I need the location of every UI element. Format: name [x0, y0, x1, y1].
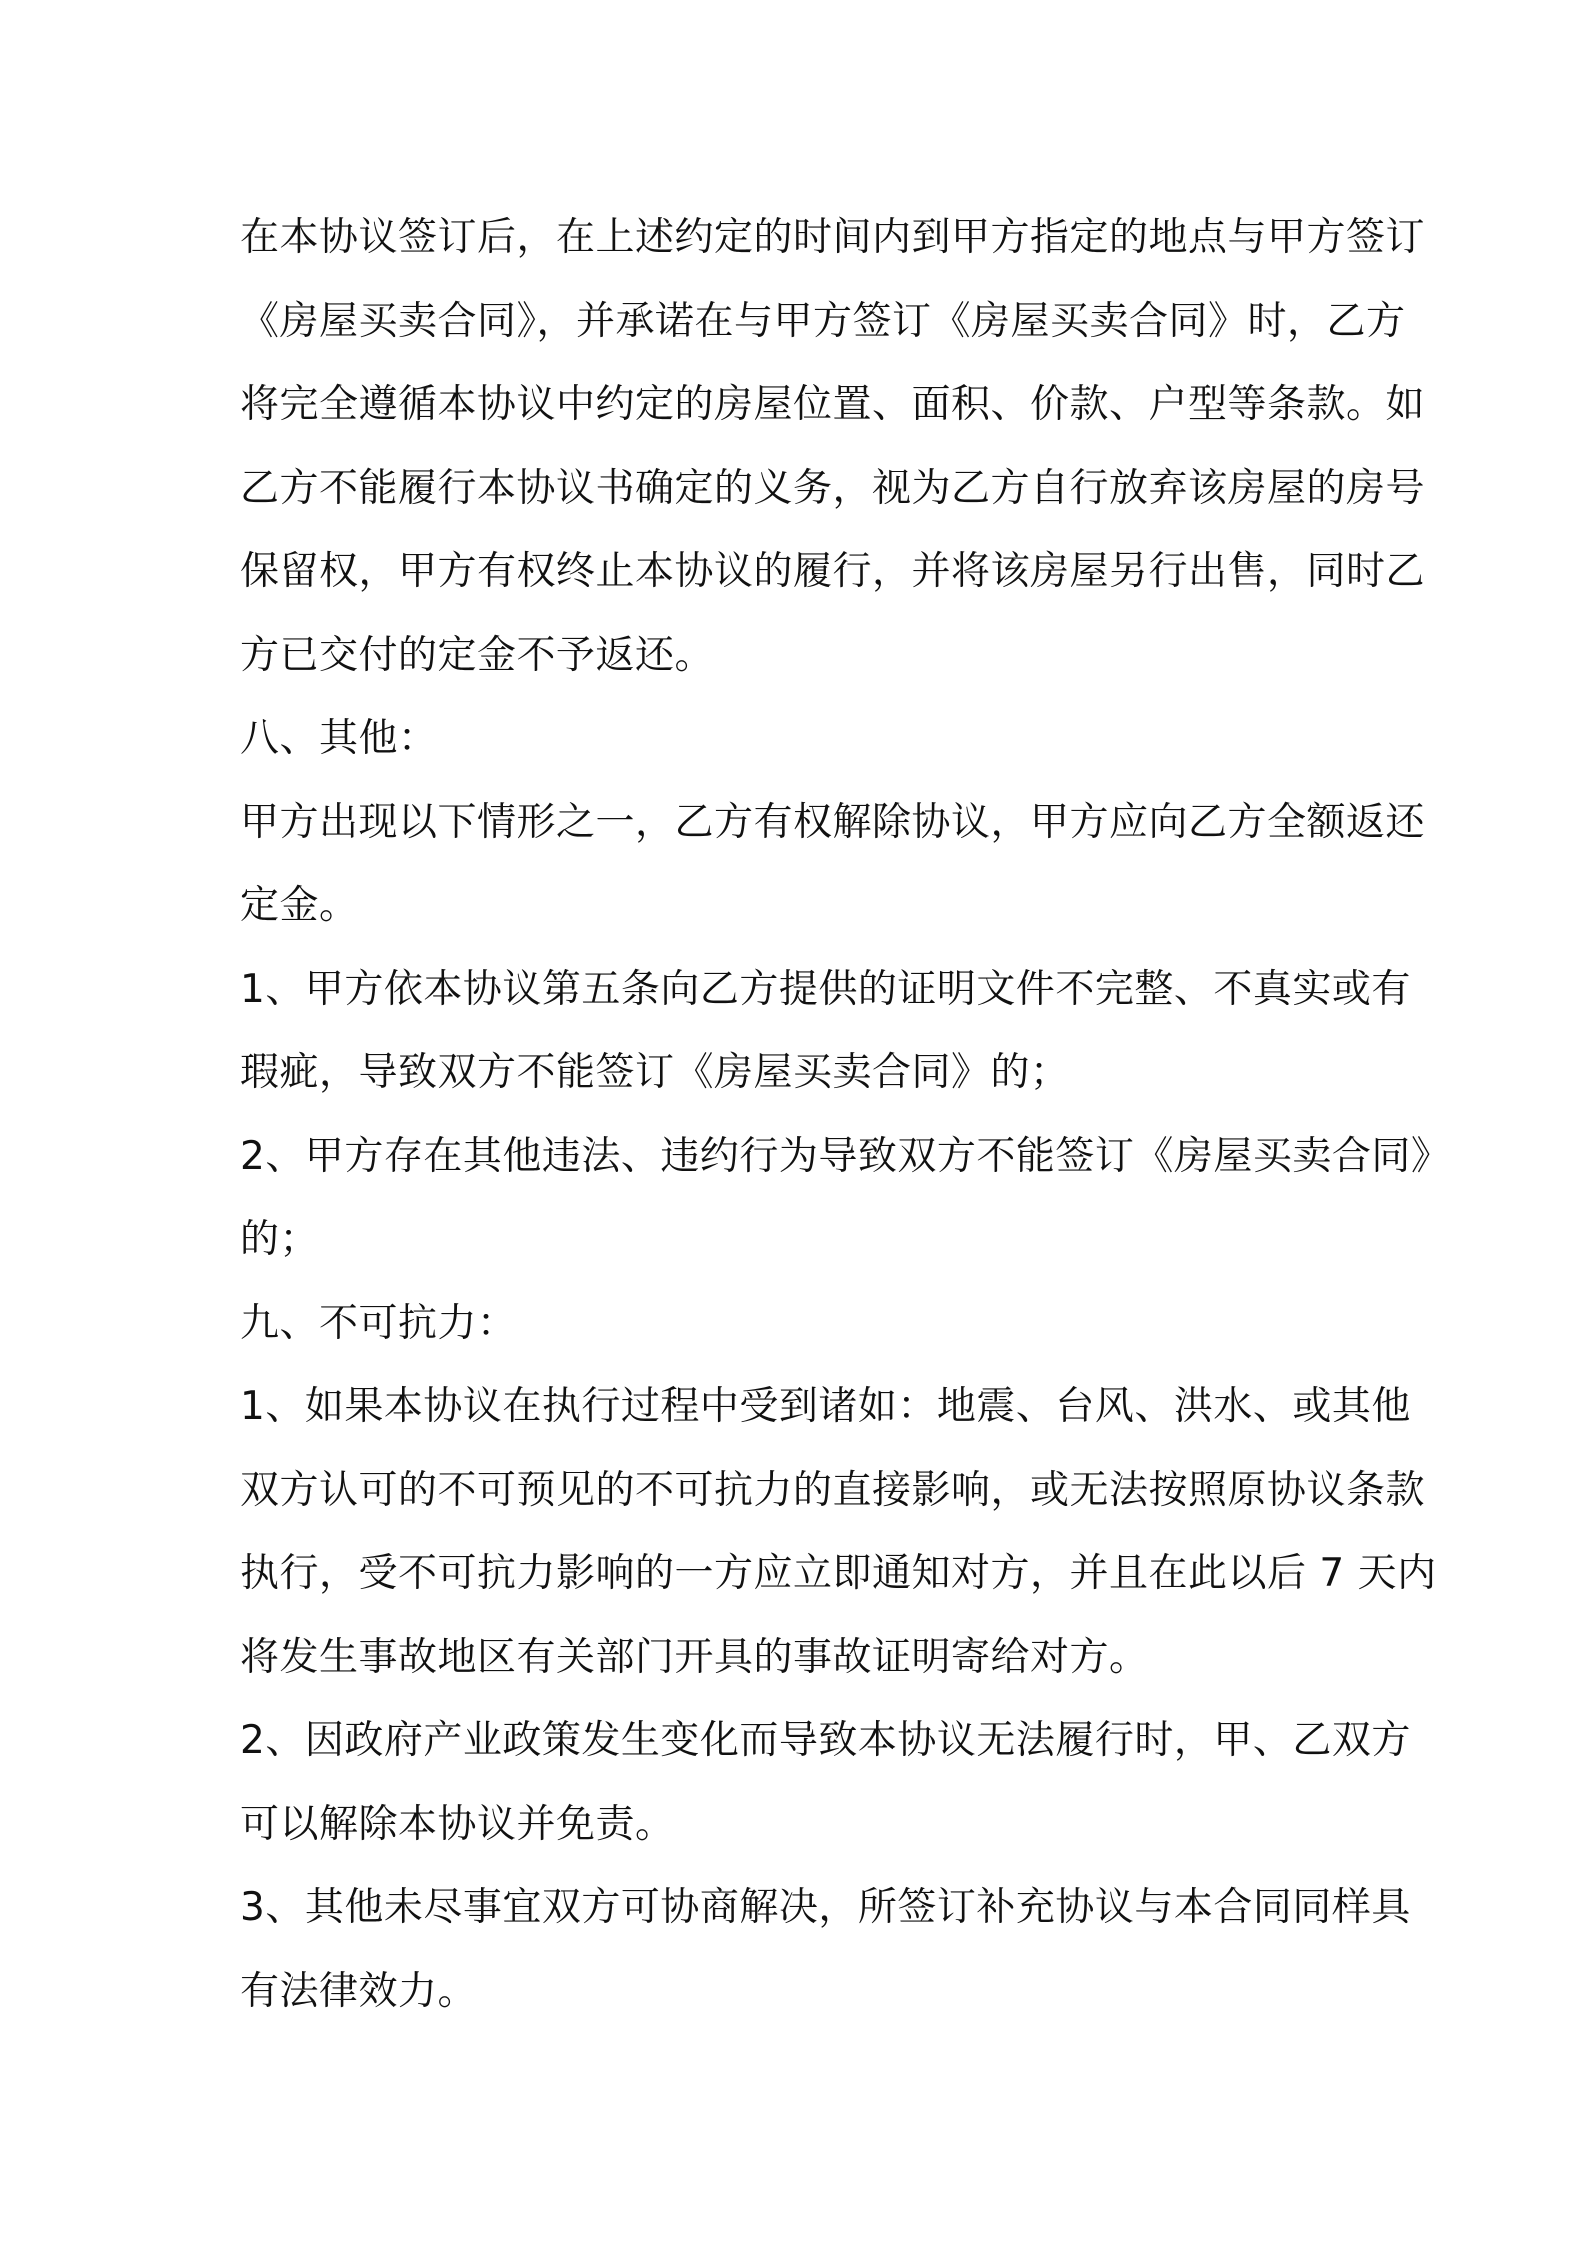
section-heading-other: 八、其他： — [240, 716, 438, 761]
clause-item: 3、其他未尽事宜双方可协商解决，所签订补充协议与本合同同样具 — [240, 1885, 1411, 1930]
text-line: 《房屋买卖合同》，并承诺在与甲方签订《房屋买卖合同》时，乙方 — [240, 298, 1406, 344]
text-line: 将发生事故地区有关部门开具的事故证明寄给对方。 — [240, 1634, 1149, 1680]
text-line: 保留权，甲方有权终止本协议的履行，并将该房屋另行出售，同时乙 — [240, 549, 1426, 594]
text-line: 在本协议签订后，在上述约定的时间内到甲方指定的地点与甲方签订 — [240, 215, 1426, 260]
text-line: 双方认可的不可预见的不可抗力的直接影响，或无法按照原协议条款 — [240, 1467, 1426, 1513]
text-line: 执行，受不可抗力影响的一方应立即通知对方，并且在此以后 7 天内 — [240, 1551, 1437, 1596]
text-line: 瑕疵，导致双方不能签订《房屋买卖合同》的； — [240, 1050, 1070, 1095]
text-line: 的； — [240, 1217, 320, 1262]
section-heading-force-majeure: 九、不可抗力： — [240, 1300, 517, 1346]
text-line: 可以解除本协议并免责。 — [240, 1801, 675, 1847]
text-line: 甲方出现以下情形之一，乙方有权解除协议，甲方应向乙方全额返还 — [240, 799, 1426, 845]
text-line: 定金。 — [240, 883, 359, 928]
text-line: 方已交付的定金不予返还。 — [240, 632, 715, 678]
clause-item: 1、如果本协议在执行过程中受到诸如：地震、台风、洪水、或其他 — [240, 1384, 1411, 1429]
clause-item: 2、因政府产业政策发生变化而导致本协议无法履行时，甲、乙双方 — [240, 1718, 1411, 1763]
text-line: 有法律效力。 — [240, 1968, 478, 2014]
text-line: 乙方不能履行本协议书确定的义务，视为乙方自行放弃该房屋的房号 — [240, 465, 1426, 511]
document-body — [240, 196, 1451, 2033]
text-line: 将完全遵循本协议中约定的房屋位置、面积、价款、户型等条款。如 — [240, 382, 1426, 427]
clause-item: 2、甲方存在其他违法、违约行为导致双方不能签订《房屋买卖合同》 — [240, 1133, 1451, 1179]
clause-item: 1、甲方依本协议第五条向乙方提供的证明文件不完整、不真实或有 — [240, 966, 1411, 1012]
